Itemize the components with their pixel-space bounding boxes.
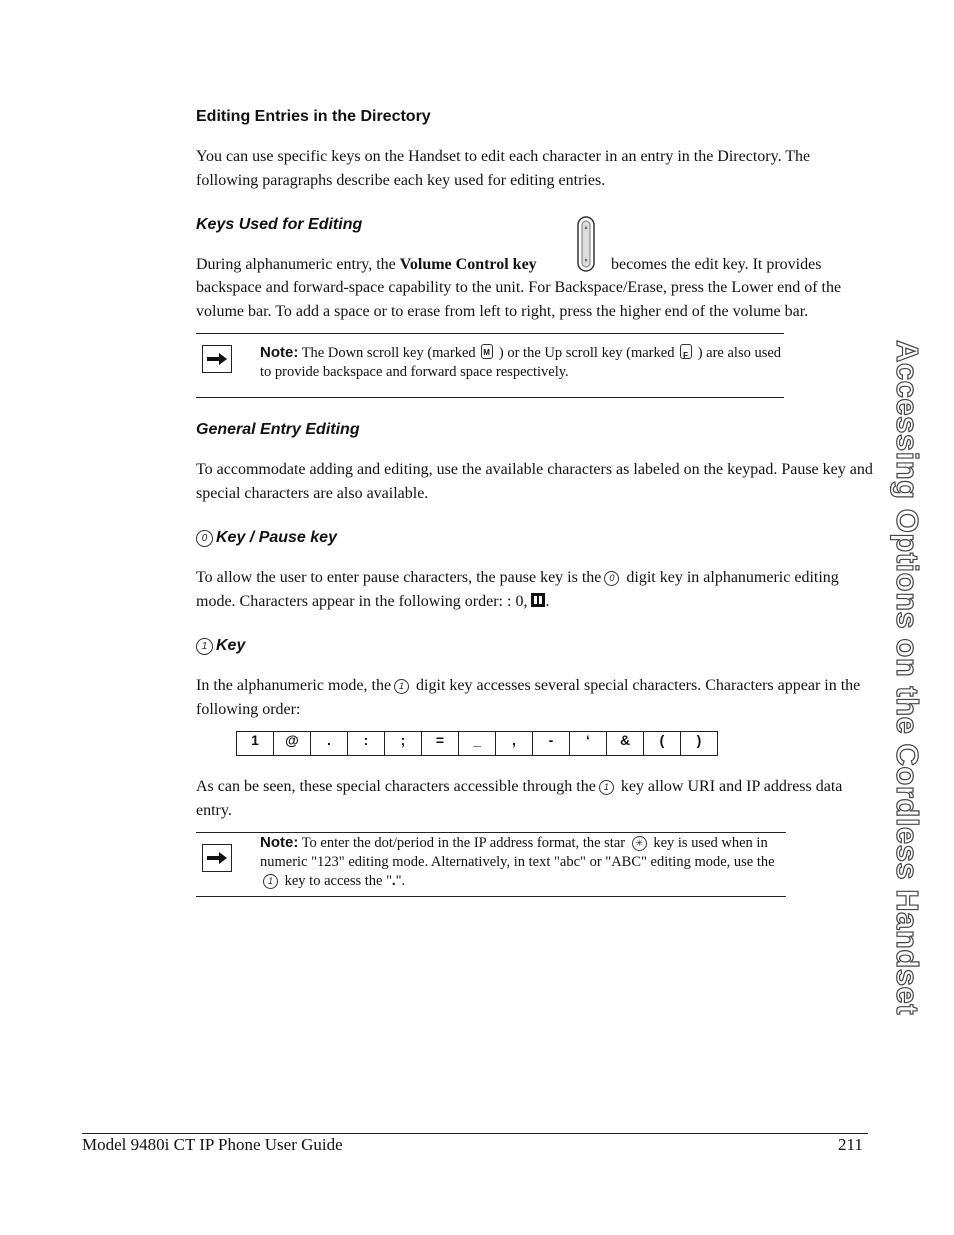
zero-key-text-b: digit key in alphanumeric editing mode. Characters appear in the following order: : 0,: [196, 569, 839, 610]
up-scroll-key-letter: F: [683, 351, 688, 360]
one-key-text-b: digit key accesses several special characters. Characters appear in the following order:: [196, 677, 861, 718]
zero-key-inline-icon: 0: [604, 571, 619, 586]
footer-title: Model 9480i CT IP Phone User Guide: [82, 1135, 343, 1154]
char-cell: :: [348, 732, 385, 756]
down-scroll-key-letter: M: [483, 348, 490, 357]
char-cell: ;: [385, 732, 422, 756]
chapter-side-title: Accessing Options on the Cordless Handset: [890, 340, 925, 1016]
note2-bottom-rule: [196, 896, 786, 897]
down-scroll-key-icon: [481, 344, 493, 359]
one-key-heading: [196, 637, 245, 655]
char-cell: @: [274, 732, 311, 756]
special-characters-table: [236, 731, 718, 756]
note1-arrow-icon: [202, 345, 232, 373]
note2-text-c: key to access the ": [281, 873, 393, 889]
note1-top-rule: [196, 333, 784, 334]
one-key-inline-icon: 1: [263, 874, 278, 889]
char-cell: ): [681, 732, 718, 756]
one-key-paragraph: [196, 674, 876, 721]
general-heading: General Entry Editing: [196, 421, 360, 438]
section-title: Editing Entries in the Directory: [196, 108, 431, 125]
one-key-inline-icon: 1: [394, 679, 409, 694]
dot-character: .: [392, 873, 396, 889]
char-cell: _: [459, 732, 496, 756]
char-cell: ‘: [570, 732, 607, 756]
page-number: 211: [838, 1135, 863, 1154]
char-cell: 1: [237, 732, 274, 756]
intro-paragraph: You can use specific keys on the Handset to edit each character in an entry in the Directory. The following paragraphs describe each key used for editing entries.: [196, 148, 811, 189]
zero-key-icon: 0: [196, 530, 213, 547]
char-cell: .: [311, 732, 348, 756]
after-table-text-b: key allow URI and IP address data entry.: [196, 778, 843, 819]
note1-text: [260, 343, 785, 382]
note2-text-b: key is used when in numeric "123" editing mode. Alternatively, in text "abc" or "ABC" editing mode, use the: [260, 835, 775, 870]
char-cell: =: [422, 732, 459, 756]
char-cell: (: [644, 732, 681, 756]
zero-key-heading: [196, 529, 337, 547]
special-characters-row: [237, 732, 718, 756]
note1-text-b: ) or the Up scroll key (marked: [495, 345, 679, 361]
zero-key-heading-text: Key / Pause key: [216, 529, 337, 546]
note1-label: Note:: [260, 344, 299, 361]
footer-rule: [82, 1133, 868, 1134]
zero-key-text-a: To allow the user to enter pause characters, the pause key is the: [196, 569, 602, 586]
zero-key-paragraph: [196, 566, 876, 613]
keys-used-text-c: backspace and forward-space capability to the unit. For Backspace/Erase, press the Lower end of the volume bar. To add a space or to erase from left to right, press the higher end of the volume bar.: [196, 279, 842, 320]
pause-icon: [531, 593, 545, 607]
general-paragraph: To accommodate adding and editing, use the available characters as labeled on the keypad. Pause key and special characters are also available.: [196, 461, 873, 502]
char-cell: &: [607, 732, 644, 756]
note2-label: Note:: [260, 834, 299, 851]
one-key-text-a: In the alphanumeric mode, the: [196, 677, 392, 694]
char-cell: ,: [496, 732, 533, 756]
char-cell: -: [533, 732, 570, 756]
one-key-icon: 1: [196, 638, 213, 655]
keys-used-text-b: becomes the edit key. It provides: [611, 256, 822, 273]
up-scroll-key-icon: [680, 344, 692, 359]
volume-control-key-label: Volume Control key: [399, 256, 537, 273]
after-table-text-a: As can be seen, these special characters accessible through the: [196, 778, 596, 795]
after-table-paragraph: [196, 775, 876, 822]
one-key-inline-icon: 1: [599, 780, 614, 795]
note1-text-a: The Down scroll key (marked: [298, 345, 480, 361]
keys-used-heading: Keys Used for Editing: [196, 216, 363, 233]
note1-bottom-rule: [196, 397, 784, 398]
note2-text: [260, 833, 788, 891]
star-key-icon: ✳: [632, 836, 647, 851]
keys-used-text-a: During alphanumeric entry, the: [196, 256, 400, 273]
note1-text-c: ) are also used to provide backspace and forward space respectively.: [260, 345, 782, 380]
note2-text-d: ".: [395, 873, 406, 889]
zero-key-text-c: .: [545, 592, 550, 610]
note2-text-a: To enter the dot/period in the IP address format, the star: [298, 835, 629, 851]
one-key-heading-text: Key: [216, 637, 246, 654]
note2-arrow-icon: [202, 844, 232, 872]
